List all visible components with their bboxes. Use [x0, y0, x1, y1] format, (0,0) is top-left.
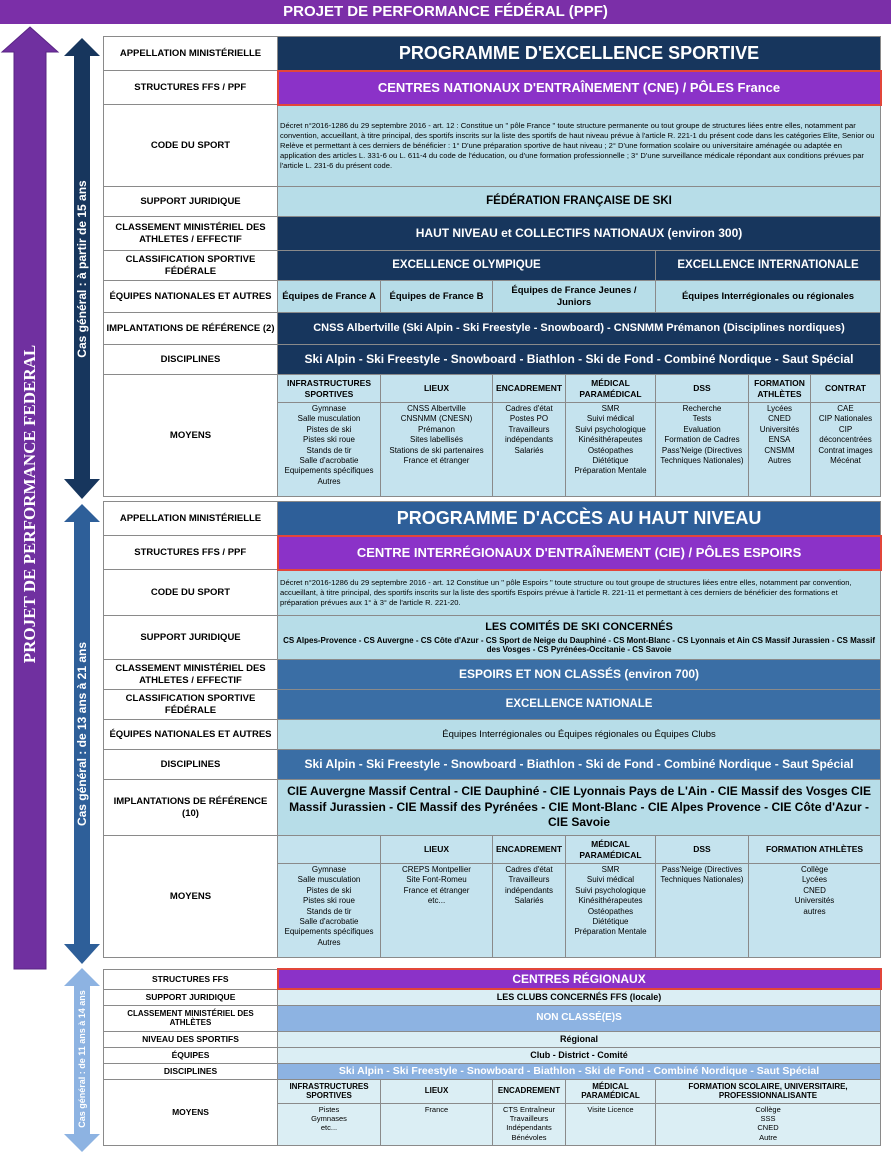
s2-mv-3: SMR Suivi médical Suivi psychologique Kinésithérapeutes Ostéopathes Diététique Préparation Mentale: [566, 864, 656, 958]
label-equipes-2: ÉQUIPES NATIONALES ET AUTRES: [104, 720, 278, 750]
label-structures: STRUCTURES FFS / PPF: [104, 71, 278, 105]
s1-mh-3: MÉDICAL PARAMÉDICAL: [566, 375, 656, 403]
s3-equipes: Club - District - Comité: [278, 1047, 881, 1063]
page-header: PROJET DE PERFORMANCE FÉDÉRAL (PPF): [0, 0, 891, 24]
s1-structures: CENTRES NATIONAUX D'ENTRAÎNEMENT (CNE) / PÔLES France: [278, 71, 881, 105]
label-classif-2: CLASSIFICATION SPORTIVE FÉDÉRALE: [104, 690, 278, 720]
s1-mv-1: CNSS Albertville CNSNMM (CNESN) Prémanon Sites labellisés Stations de ski partenaires France et étranger: [381, 403, 493, 497]
side-label-13-21: Cas général : de 13 ans à 21 ans: [75, 641, 89, 827]
s3-mv-3: Visite Licence: [566, 1103, 656, 1145]
s2-mh-5: FORMATION ATHLÈTES: [749, 836, 881, 864]
s2-code: Décret n°2016-1286 du 29 septembre 2016 - art. 12 Constitue un " pôle Espoirs " toute structure ou tout groupe de structures liées entre elles, notamment par convention, accueillant, à titre principal, des sportifs inscrits sur la liste des sportifs Espoirs prévue à l'article R. 221-11 et permettant à ces derniers de bénéficier des formations et préparation prévues aux 1° à 3° de l'article R. 221-20.: [278, 570, 881, 616]
s1-mh-5: FORMATION ATHLÈTES: [749, 375, 811, 403]
s1-equipe-interregionales: Équipes Interrégionales ou régionales: [656, 281, 881, 313]
s1-mv-2: Cadres d'état Postes PO Travailleurs indépendants Salariés: [493, 403, 566, 497]
label-equipes-3: ÉQUIPES: [104, 1047, 278, 1063]
label-appellation-2: APPELLATION MINISTÉRIELLE: [104, 502, 278, 536]
s3-structures: CENTRES RÉGIONAUX: [278, 969, 881, 989]
s1-implantations: CNSS Albertville (Ski Alpin - Ski Freestyle - Snowboard) - CNSNMM Prémanon (Disciplines nordiques): [278, 313, 881, 345]
s1-equipe-jeunes: Équipes de France Jeunes / Juniors: [493, 281, 656, 313]
label-classement: CLASSEMENT MINISTÉRIEL DES ATHLETES / EFFECTIF: [104, 217, 278, 251]
s1-mh-2: ENCADREMENT: [493, 375, 566, 403]
s1-classement: HAUT NIVEAU et COLLECTIFS NATIONAUX (environ 300): [278, 217, 881, 251]
s1-disciplines: Ski Alpin - Ski Freestyle - Snowboard - Biathlon - Ski de Fond - Combiné Nordique - Saut Spécial: [278, 345, 881, 375]
label-structures-2: STRUCTURES FFS / PPF: [104, 536, 278, 570]
s1-mh-1: LIEUX: [381, 375, 493, 403]
s3-mh-2: ENCADREMENT: [493, 1079, 566, 1103]
s3-mv-1: France: [381, 1103, 493, 1145]
s3-mh-0: INFRASTRUCTURES SPORTIVES: [278, 1079, 381, 1103]
s3-mv-2: CTS Entraîneur Travailleurs Indépendants Bénévoles: [493, 1103, 566, 1145]
label-disciplines: DISCIPLINES: [104, 345, 278, 375]
s1-mv-0: Gymnase Salle musculation Pistes de ski Pistes ski roue Stands de tir Salle d'acrobatie Equipements spécifiques Autres: [278, 403, 381, 497]
s3-support: LES CLUBS CONCERNÉS FFS (locale): [278, 989, 881, 1005]
label-classement-2: CLASSEMENT MINISTÉRIEL DES ATHLETES / EFFECTIF: [104, 660, 278, 690]
s1-mh-4: DSS: [656, 375, 749, 403]
s2-mh-0: [278, 836, 381, 864]
s2-implantations: CIE Auvergne Massif Central - CIE Dauphiné - CIE Lyonnais Pays de L'Ain - CIE Massif des Vosges CIE Massif Jurassien - CIE Massif des Pyrénées - CIE Mont-Blanc - CIE Alpes Provence - CIE Côte d'Azur - CIE Savoie: [278, 780, 881, 836]
label-implant10: IMPLANTATIONS DE RÉFÉRENCE (10): [104, 780, 278, 836]
s2-mh-4: DSS: [656, 836, 749, 864]
s2-mv-2: Cadres d'état Travailleurs indépendants Salariés: [493, 864, 566, 958]
label-equipes: ÉQUIPES NATIONALES ET AUTRES: [104, 281, 278, 313]
label-moyens-3: MOYENS: [104, 1079, 278, 1145]
s3-mv-0: Pistes Gymnases etc...: [278, 1103, 381, 1145]
side-label-main: PROJET DE PERFORMANCE FEDERAL: [20, 344, 39, 664]
side-label-15: Cas général : à partir de 15 ans: [75, 180, 89, 358]
s2-mv-5: Collège Lycées CNED Universités autres: [749, 864, 881, 958]
label-support-2: SUPPORT JURIDIQUE: [104, 616, 278, 660]
s2-support-title: LES COMITÉS DE SKI CONCERNÉS: [485, 620, 673, 633]
s2-classif: EXCELLENCE NATIONALE: [278, 690, 881, 720]
label-niveau: NIVEAU DES SPORTIFS: [104, 1031, 278, 1047]
s2-disciplines: Ski Alpin - Ski Freestyle - Snowboard - Biathlon - Ski de Fond - Combiné Nordique - Saut Spécial: [278, 750, 881, 780]
s1-equipe-b: Équipes de France B: [381, 281, 493, 313]
side-label-11-14: Cas général : de 11 ans à 14 ans: [77, 990, 87, 1128]
s3-mh-3: MÉDICAL PARAMÉDICAL: [566, 1079, 656, 1103]
s2-appellation: PROGRAMME D'ACCÈS AU HAUT NIVEAU: [278, 502, 881, 536]
label-code: CODE DU SPORT: [104, 105, 278, 187]
s2-mh-2: ENCADREMENT: [493, 836, 566, 864]
s1-code: Décret n°2016-1286 du 29 septembre 2016 - art. 12 : Constitue un " pôle France " toute structure permanente ou tout groupe de structures liées entre elles, notamment par convention, accueillant, à titre principal, des sportifs inscrits sur la liste des sportifs de haut niveau prévue à l'article R. 221-1 du présent code dans les catégories Elite, Senior ou Relève et permettant à ces derniers de bénéficier : 1° D'une préparation sportive de haut niveau ; 2° D'une formation scolaire ou universitaire aménagée ou adaptée en application des articles L. 331-6 ou L. 611-4 du code de l'éducation, ou d'une formation professionnelle ; 3° D'une surveillance médicale répondant aux conditions prévues par l'article L. 231-6 du présent code.: [278, 105, 881, 187]
section-excellence: [103, 36, 882, 497]
label-appellation: APPELLATION MINISTÉRIELLE: [104, 37, 278, 71]
s1-mv-5: Lycées CNED Universités ENSA CNSMM Autres: [749, 403, 811, 497]
s1-mv-4: Recherche Tests Evaluation Formation de Cadres Pass'Neige (Directives Techniques Nationales): [656, 403, 749, 497]
s2-mh-1: LIEUX: [381, 836, 493, 864]
s1-classif-internationale: EXCELLENCE INTERNATIONALE: [656, 251, 881, 281]
side-arrows: [0, 24, 103, 1155]
label-disciplines-2: DISCIPLINES: [104, 750, 278, 780]
label-code-2: CODE DU SPORT: [104, 570, 278, 616]
s1-classif-olympique: EXCELLENCE OLYMPIQUE: [278, 251, 656, 281]
s2-structures: CENTRE INTERRÉGIONAUX D'ENTRAÎNEMENT (CIE) / PÔLES ESPOIRS: [278, 536, 881, 570]
s3-disciplines: Ski Alpin - Ski Freestyle - Snowboard - Biathlon - Ski de Fond - Combiné Nordique - Saut Spécial: [278, 1063, 881, 1079]
label-structffs: STRUCTURES FFS: [104, 969, 278, 989]
label-disciplines-3: DISCIPLINES: [104, 1063, 278, 1079]
s2-equipes: Équipes Interrégionales ou Équipes régionales ou Équipes Clubs: [278, 720, 881, 750]
s3-mv-4: Collège SSS CNED Autre: [656, 1103, 881, 1145]
s3-niveau: Régional: [278, 1031, 881, 1047]
label-classif: CLASSIFICATION SPORTIVE FÉDÉRALE: [104, 251, 278, 281]
label-classath: CLASSEMENT MINISTÉRIEL DES ATHLÈTES: [104, 1005, 278, 1031]
section-centres-regionaux: [103, 968, 882, 1146]
s2-mv-0: Gymnase Salle musculation Pistes de ski Pistes ski roue Stands de tir Salle d'acrobatie Equipements spécifiques Autres: [278, 864, 381, 958]
label-moyens-2: MOYENS: [104, 836, 278, 958]
label-moyens: MOYENS: [104, 375, 278, 497]
s1-appellation: PROGRAMME D'EXCELLENCE SPORTIVE: [278, 37, 881, 71]
label-support: SUPPORT JURIDIQUE: [104, 187, 278, 217]
s3-mh-4: FORMATION SCOLAIRE, UNIVERSITAIRE, PROFESSIONNALISANTE: [656, 1079, 881, 1103]
label-implant2: IMPLANTATIONS DE RÉFÉRENCE (2): [104, 313, 278, 345]
s2-support-list: CS Alpes-Provence - CS Auvergne - CS Côte d'Azur - CS Sport de Neige du Dauphiné - CS Mont-Blanc - CS Lyonnais et Ain CS Massif Jurassien - CS Massif des Vosges - CS Pyrénées-Occitanie - CS Savoie: [283, 635, 875, 654]
s2-classement: ESPOIRS ET NON CLASSÉS (environ 700): [278, 660, 881, 690]
s1-equipe-a: Équipes de France A: [278, 281, 381, 313]
s3-classement: NON CLASSÉ(E)S: [278, 1005, 881, 1031]
label-support-3: SUPPORT JURIDIQUE: [104, 989, 278, 1005]
s2-mv-4: Pass'Neige (Directives Techniques Nationales): [656, 864, 749, 958]
s1-mh-6: CONTRAT: [811, 375, 881, 403]
s2-mh-3: MÉDICAL PARAMÉDICAL: [566, 836, 656, 864]
s2-mv-1: CREPS Montpellier Site Font-Romeu France et étranger etc...: [381, 864, 493, 958]
s1-mv-6: CAE CIP Nationales CIP déconcentrées Contrat images Mécénat: [811, 403, 881, 497]
section-acces-haut-niveau: [103, 501, 882, 958]
s1-mh-0: INFRASTRUCTURES SPORTIVES: [278, 375, 381, 403]
s1-mv-3: SMR Suivi médical Suivi psychologique Kinésithérapeutes Ostéopathes Diététique Préparation Mentale: [566, 403, 656, 497]
s1-support: FÉDÉRATION FRANÇAISE DE SKI: [278, 187, 881, 217]
s3-mh-1: LIEUX: [381, 1079, 493, 1103]
